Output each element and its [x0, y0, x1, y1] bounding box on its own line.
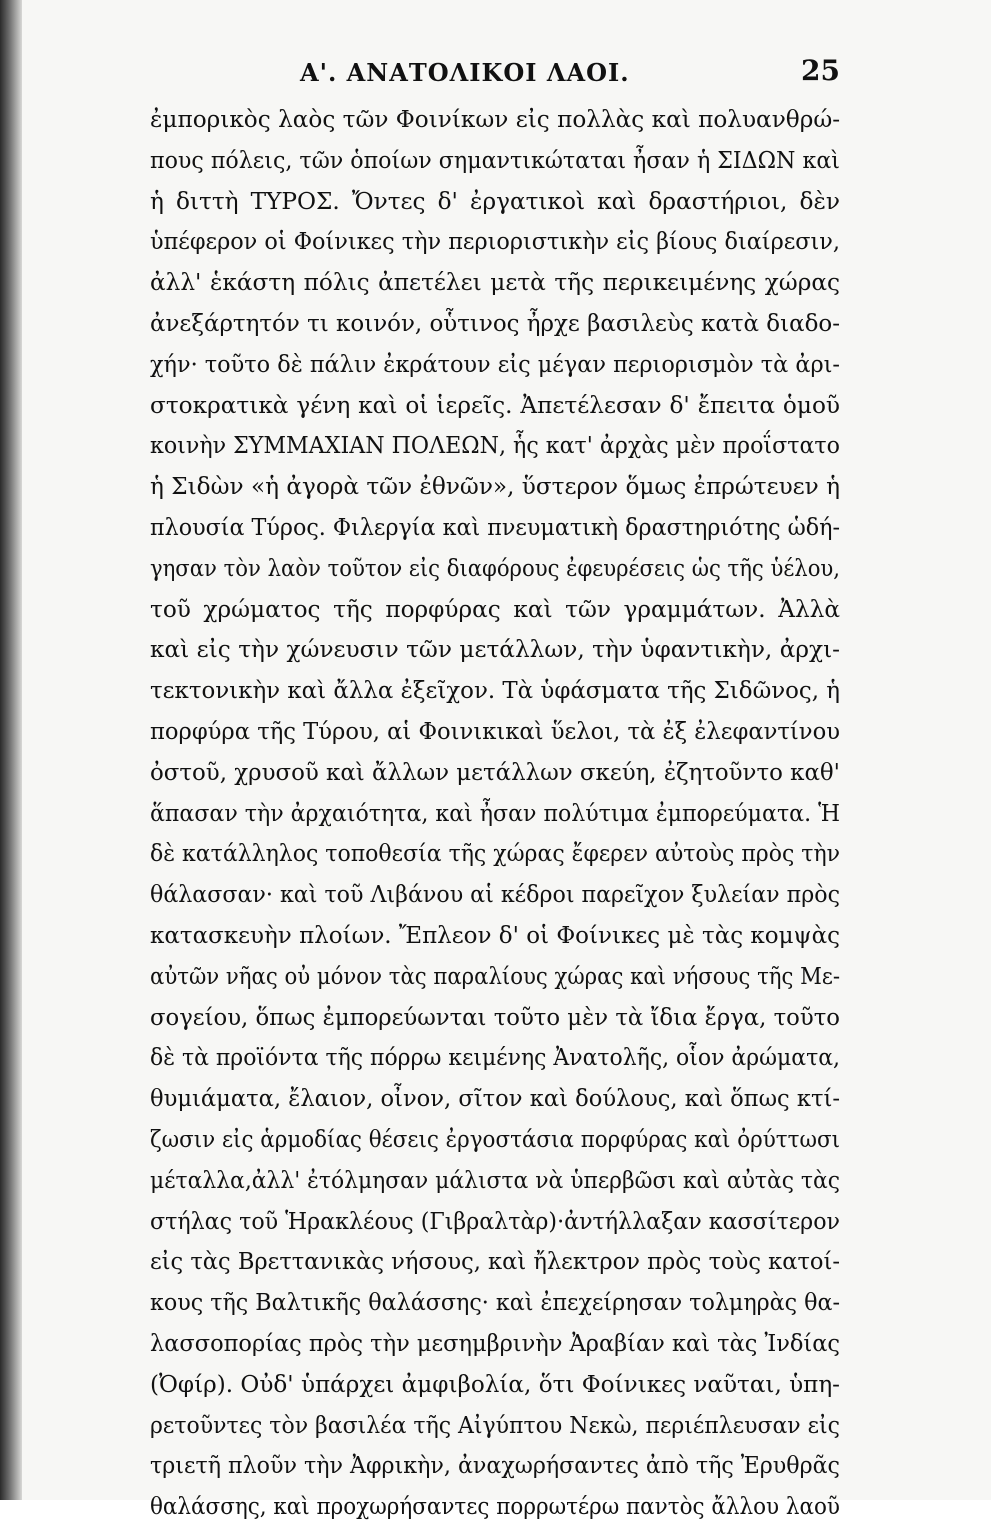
text-line: δὲ κατάλληλος τοποθεσία τῆς χώρας ἔφερεν αὐτοὺς πρὸς τὴν	[150, 840, 841, 868]
text-line: κους τῆς Βαλτικῆς θαλάσσης· καὶ ἐπεχείρησαν τολμηρὰς θα-	[150, 1289, 841, 1317]
text-line: ὑπέφερον οἱ Φοίνικες τὴν περιοριστικὴν εἰς βίους διαίρεσιν,	[150, 228, 841, 256]
text-line: ἀνεξάρτητόν τι κοινόν, οὗτινος ἦρχε βασιλεὺς κατὰ διαδο-	[150, 309, 840, 337]
text-line: (Ὀφίρ). Οὐδ' ὑπάρχει ἀμφιβολία, ὅτι Φοίνικες ναῦται, ὑπη-	[150, 1370, 840, 1398]
text-line: δὲ τὰ προϊόντα τῆς πόρρω κειμένης Ἀνατολῆς, οἷον ἀρώματα,	[150, 1044, 841, 1072]
text-line: σογείου, ὅπως ἐμπορεύωνται τοῦτο μὲν τὰ ἴδια ἔργα, τοῦτο	[150, 1003, 840, 1031]
text-line: πλουσία Τύρος. Φιλεργία καὶ πνευματικὴ δραστηριότης ὡδή-	[150, 513, 840, 541]
text-line: ἡ Σιδὼν «ἡ ἀγορὰ τῶν ἐθνῶν», ὕστερον ὅμως ἐπρώτευεν ἡ	[150, 473, 840, 501]
text-line: ἀλλ' ἑκάστη πόλις ἀπετέλει μετὰ τῆς περικειμένης χώρας	[150, 269, 840, 297]
text-line: θάλασσαν· καὶ τοῦ Λιβάνου αἱ κέδροι παρεῖχον ξυλείαν πρὸς	[150, 881, 840, 909]
binding-gutter-shadow	[0, 0, 22, 1500]
text-line: κατασκευὴν πλοίων. Ἔπλεον δ' οἱ Φοίνικες μὲ τὰς κομψὰς	[150, 921, 840, 949]
text-line: κοινὴν ΣΥΜΜΑΧΙΑΝ ΠΟΛΕΩΝ, ἧς κατ' ἀρχὰς μὲν προΐστατο	[150, 432, 840, 460]
text-line: θαλάσσης, καὶ προχωρήσαντες πορρωτέρω παντὸς ἄλλου λαοῦ	[150, 1493, 840, 1521]
text-line: πορφύρα τῆς Τύρου, αἱ Φοινικικαὶ ὕελοι, τὰ ἐξ ἐλεφαντίνου	[150, 717, 840, 745]
text-line: τοῦ χρώματος τῆς πορφύρας καὶ τῶν γραμμάτων. Ἀλλὰ	[150, 595, 840, 623]
text-line: ἐμπορικὸς λαὸς τῶν Φοινίκων εἰς πολλὰς καὶ πολυανθρώ-	[150, 106, 841, 133]
running-head: Α'. ΑΝΑΤΟΛΙΚΟΙ ΛΑΟΙ.	[300, 58, 630, 87]
text-line: ἡ διττὴ ΤΥΡΟΣ. Ὄντες δ' ἐργατικοὶ καὶ δραστήριοι, δὲν	[150, 187, 840, 215]
text-line: πους πόλεις, τῶν ὁποίων σημαντικώταται ἦσαν ἡ ΣΙΔΩΝ καὶ	[150, 146, 840, 174]
text-line: ἅπασαν τὴν ἀρχαιότητα, καὶ ἦσαν πολύτιμα ἐμπορεύματα. Ἡ	[150, 799, 841, 827]
page-header	[150, 52, 840, 92]
page-number: 25	[801, 54, 840, 87]
text-line: στοκρατικὰ γένη καὶ οἱ ἱερεῖς. Ἀπετέλεσαν δ' ἔπειτα ὁμοῦ	[150, 391, 840, 419]
text-line: καὶ εἰς τὴν χώνευσιν τῶν μετάλλων, τὴν ὑφαντικὴν, ἀρχι-	[150, 636, 840, 664]
text-line: τεκτονικὴν καὶ ἄλλα ἐξεῖχον. Τὰ ὑφάσματα τῆς Σιδῶνος, ἡ	[150, 677, 841, 705]
text-line: λασσοπορίας πρὸς τὴν μεσημβρινὴν Ἀραβίαν καὶ τὰς Ἰνδίας	[150, 1329, 841, 1357]
text-line: μέταλλα,ἀλλ' ἐτόλμησαν μάλιστα νὰ ὑπερβῶσι καὶ αὐτὰς τὰς	[150, 1166, 840, 1194]
text-line: αὐτῶν νῆας οὐ μόνον τὰς παραλίους χώρας καὶ νήσους τῆς Με-	[150, 962, 841, 990]
text-line: γησαν τὸν λαὸν τοῦτον εἰς διαφόρους ἐφευρέσεις ὡς τῆς ὑέλου,	[150, 554, 841, 582]
text-line: θυμιάματα, ἔλαιον, οἶνον, σῖτον καὶ δούλους, καὶ ὅπως κτί-	[150, 1085, 841, 1113]
text-line: εἰς τὰς Βρεττανικὰς νήσους, καὶ ἤλεκτρον πρὸς τοὺς κατοί-	[150, 1248, 840, 1276]
text-line: χήν· τοῦτο δὲ πάλιν ἐκράτουν εἰς μέγαν περιορισμὸν τὰ ἀρι-	[150, 350, 840, 378]
text-line: ὀστοῦ, χρυσοῦ καὶ ἄλλων μετάλλων σκεύη, ἐζητοῦντο καθ'	[150, 758, 840, 786]
text-line: ρετοῦντες τὸν βασιλέα τῆς Αἰγύπτου Νεκὼ, περιέπλευσαν εἰς	[150, 1411, 840, 1439]
text-line: στήλας τοῦ Ἡρακλέους (Γιβραλτὰρ)·ἀντήλλαξαν κασσίτερον	[150, 1207, 841, 1235]
text-line: ζωσιν εἰς ἁρμοδίας θέσεις ἐργοστάσια πορφύρας καὶ ὀρύττωσι	[150, 1125, 840, 1153]
body-text	[150, 100, 840, 1528]
text-line: τριετῆ πλοῦν τὴν Ἀφρικὴν, ἀναχωρήσαντες ἀπὸ τῆς Ἐρυθρᾶς	[150, 1452, 840, 1480]
